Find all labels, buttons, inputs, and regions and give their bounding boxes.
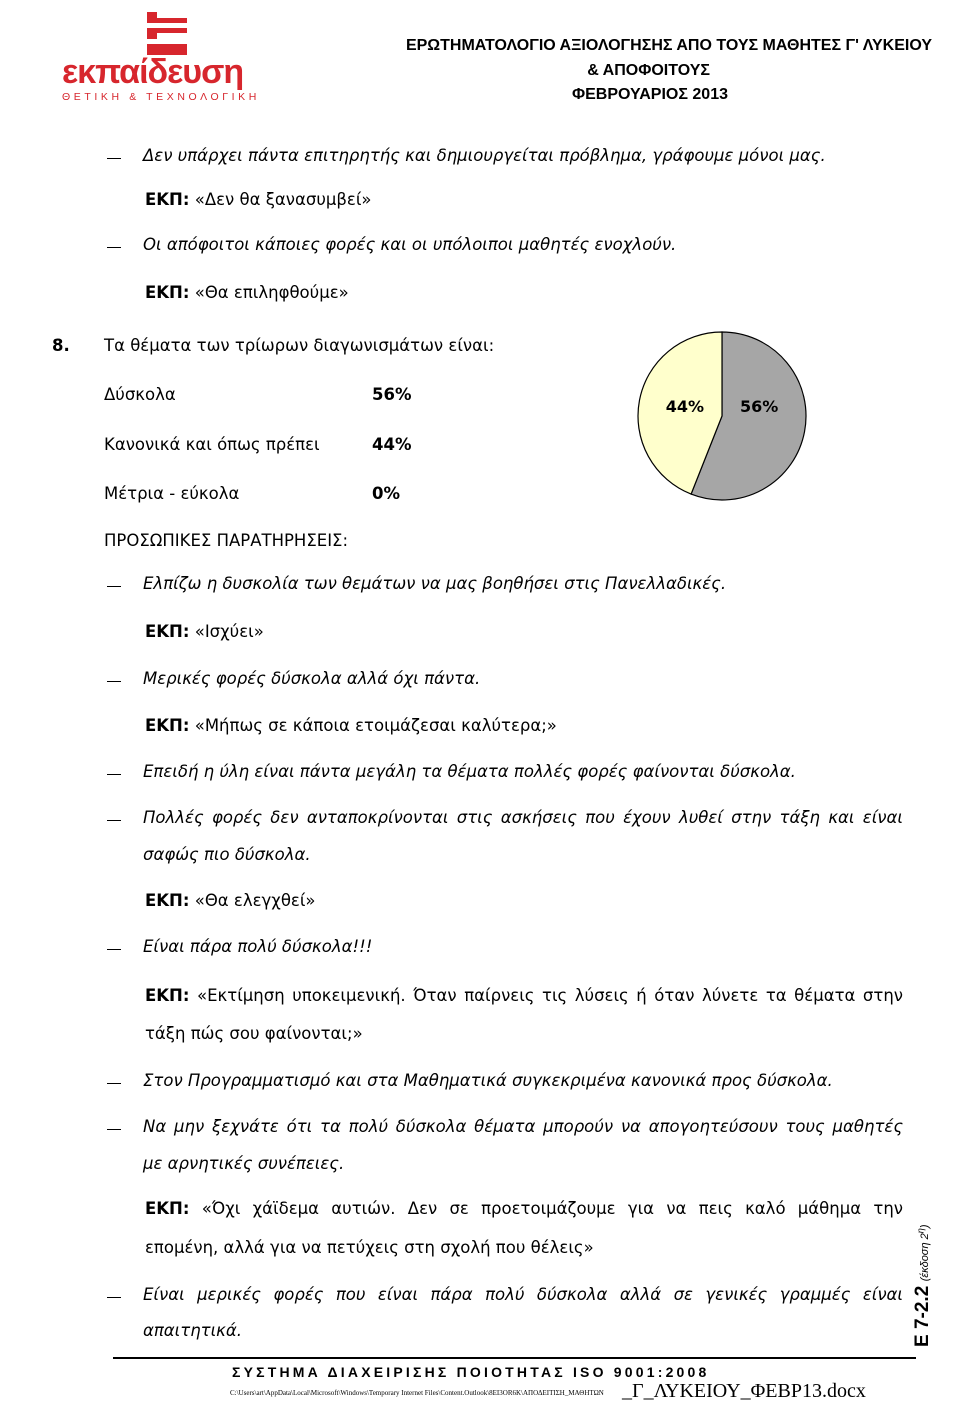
response-label: ΕΚΠ: — [145, 716, 190, 735]
footer-path: C:\Users\art\AppData\Local\Microsoft\Windows\Temporary Internet Files\Content.Outlook\8EI3OR6K\ΑΠΟΔΕΙΤΙΣΗ_ΜΑΘΗΤΩΝ — [230, 1389, 604, 1397]
response — [145, 189, 372, 211]
comment-text: Να μην ξεχνάτε ότι τα πολύ δύσκολα θέματα μπορούν να απογοητεύσουν τους μαθητές — [143, 1117, 903, 1136]
footer-divider — [113, 1357, 916, 1359]
header-title-line2: & ΑΠΟΦΟΙΤΟΥΣ — [587, 62, 710, 79]
response — [145, 985, 903, 1007]
question-text: Τα θέματα των τρίωρων διαγωνισμάτων είναι: — [104, 336, 495, 355]
comment-text: Ελπίζω η δυσκολία των θεμάτων να μας βοηθήσει στις Πανελλαδικές. — [143, 574, 727, 593]
answer-value: 44% — [372, 435, 412, 454]
pie-slice-label: 44% — [665, 397, 705, 416]
comment-text: Επειδή η ύλη είναι πάντα μεγάλη τα θέματα πολλές φορές φαίνονται δύσκολα. — [143, 762, 796, 781]
footer-system: ΣΥΣΤΗΜΑ ΔΙΑΧΕΙΡΙΣΗΣ ΠΟΙΟΤΗΤΑΣ ISO 9001:2008 — [232, 1364, 710, 1380]
bullet-dash — [107, 158, 121, 159]
response-label: ΕΚΠ: — [145, 622, 190, 641]
bullet-dash — [107, 247, 121, 248]
response-text: «Δεν θα ξανασυμβεί» — [194, 190, 372, 209]
bullet-dash — [107, 1297, 121, 1298]
logo-wordmark: εκπαίδευση — [62, 53, 244, 91]
edition-label — [915, 1224, 931, 1282]
response-label: ΕΚΠ: — [145, 891, 190, 910]
response-text: «Θα ελεγχθεί» — [194, 891, 316, 910]
comment-text: Οι απόφοιτοι κάποιες φορές και οι υπόλοιποι μαθητές ενοχλούν. — [143, 235, 677, 254]
answer-label: Μέτρια - εύκολα — [104, 484, 240, 503]
logo-mark — [147, 12, 187, 58]
response-label: ΕΚΠ: — [145, 986, 190, 1005]
response-text: «Ισχύει» — [194, 622, 264, 641]
response — [145, 621, 264, 643]
remarks-heading: ΠΡΟΣΩΠΙΚΕΣ ΠΑΡΑΤΗΡΗΣΕΙΣ: — [104, 531, 349, 550]
header-title: ΕΡΩΤΗΜΑΤΟΛΟΓΙΟ ΑΞΙΟΛΟΓΗΣΗΣ ΑΠΟ ΤΟΥΣ ΜΑΘΗΤΕΣ Γ' ΛΥΚΕΙΟΥ — [405, 37, 932, 54]
response-text: «Εκτίμηση υποκειμενική. Όταν παίρνεις τις λύσεις ή όταν λύνετε τα θέματα στην — [197, 986, 903, 1005]
comment-text: Μερικές φορές δύσκολα αλλά όχι πάντα. — [143, 669, 481, 688]
response-text: «Όχι χάϊδεμα αυτιών. Δεν σε προετοιμάζουμε για να πεις καλό μάθημα την — [201, 1199, 903, 1218]
bullet-dash — [107, 1083, 121, 1084]
bullet-dash — [107, 586, 121, 587]
response — [145, 715, 557, 737]
response-text: «Θα επιληφθούμε» — [194, 283, 349, 302]
response — [145, 890, 316, 912]
response-text: «Μήπως σε κάποια ετοιμάζεσαι καλύτερα;» — [194, 716, 557, 735]
response-label: ΕΚΠ: — [145, 1199, 190, 1218]
bullet-dash — [107, 1129, 121, 1130]
comment-text: Στον Προγραμματισμό και στα Μαθηματικά συγκεκριμένα κανονικά προς δύσκολα. — [143, 1071, 833, 1090]
logo-tagline: ΘΕΤΙΚΗ & ΤΕΧΝΟΛΟΓΙΚΗ — [62, 91, 260, 103]
document-code-number: Ε 7-2.2 — [912, 1285, 933, 1347]
pie-chart — [636, 330, 808, 502]
question-number: 8. — [52, 336, 70, 355]
bullet-dash — [107, 949, 121, 950]
response — [145, 1198, 903, 1220]
edition-sup: η — [915, 1228, 926, 1234]
edition-text: (έκδοση 2 — [919, 1233, 931, 1282]
document-code — [912, 1225, 934, 1348]
bullet-dash — [107, 820, 121, 821]
answer-label: Κανονικά και όπως πρέπει — [104, 435, 320, 454]
response-label: ΕΚΠ: — [145, 190, 190, 209]
response-text-continued: επομένη, αλλά για να πετύχεις στη σχολή που θέλεις» — [145, 1238, 594, 1257]
bullet-dash — [107, 774, 121, 775]
edition-close: ) — [919, 1224, 931, 1229]
response — [145, 282, 349, 304]
answer-value: 56% — [372, 385, 412, 404]
footer-filename: _Γ_ΛΥΚΕΙΟΥ_ΦΕΒΡ13.docx — [622, 1380, 866, 1402]
comment-text: Δεν υπάρχει πάντα επιτηρητής και δημιουργείται πρόβλημα, γράφουμε μόνοι μας. — [143, 146, 826, 165]
bullet-dash — [107, 681, 121, 682]
comment-text-continued: σαφώς πιο δύσκολα. — [143, 845, 311, 864]
comment-text: Είναι πάρα πολύ δύσκολα!!! — [143, 937, 373, 956]
comment-text-continued: απαιτητικά. — [143, 1321, 243, 1340]
comment-text-continued: με αρνητικές συνέπειες. — [143, 1154, 345, 1173]
response-label: ΕΚΠ: — [145, 283, 190, 302]
comment-text: Πολλές φορές δεν ανταποκρίνονται στις ασκήσεις που έχουν λυθεί στην τάξη και είναι — [143, 808, 903, 827]
answer-label: Δύσκολα — [104, 385, 176, 404]
pie-slice-label: 56% — [739, 397, 779, 416]
answer-value: 0% — [372, 484, 401, 503]
header-date: ΦΕΒΡΟΥΑΡΙΟΣ 2013 — [571, 86, 728, 103]
response-text-continued: τάξη πώς σου φαίνονται;» — [145, 1024, 363, 1043]
comment-text: Είναι μερικές φορές που είναι πάρα πολύ δύσκολα αλλά σε γενικές γραμμές είναι — [143, 1285, 903, 1304]
